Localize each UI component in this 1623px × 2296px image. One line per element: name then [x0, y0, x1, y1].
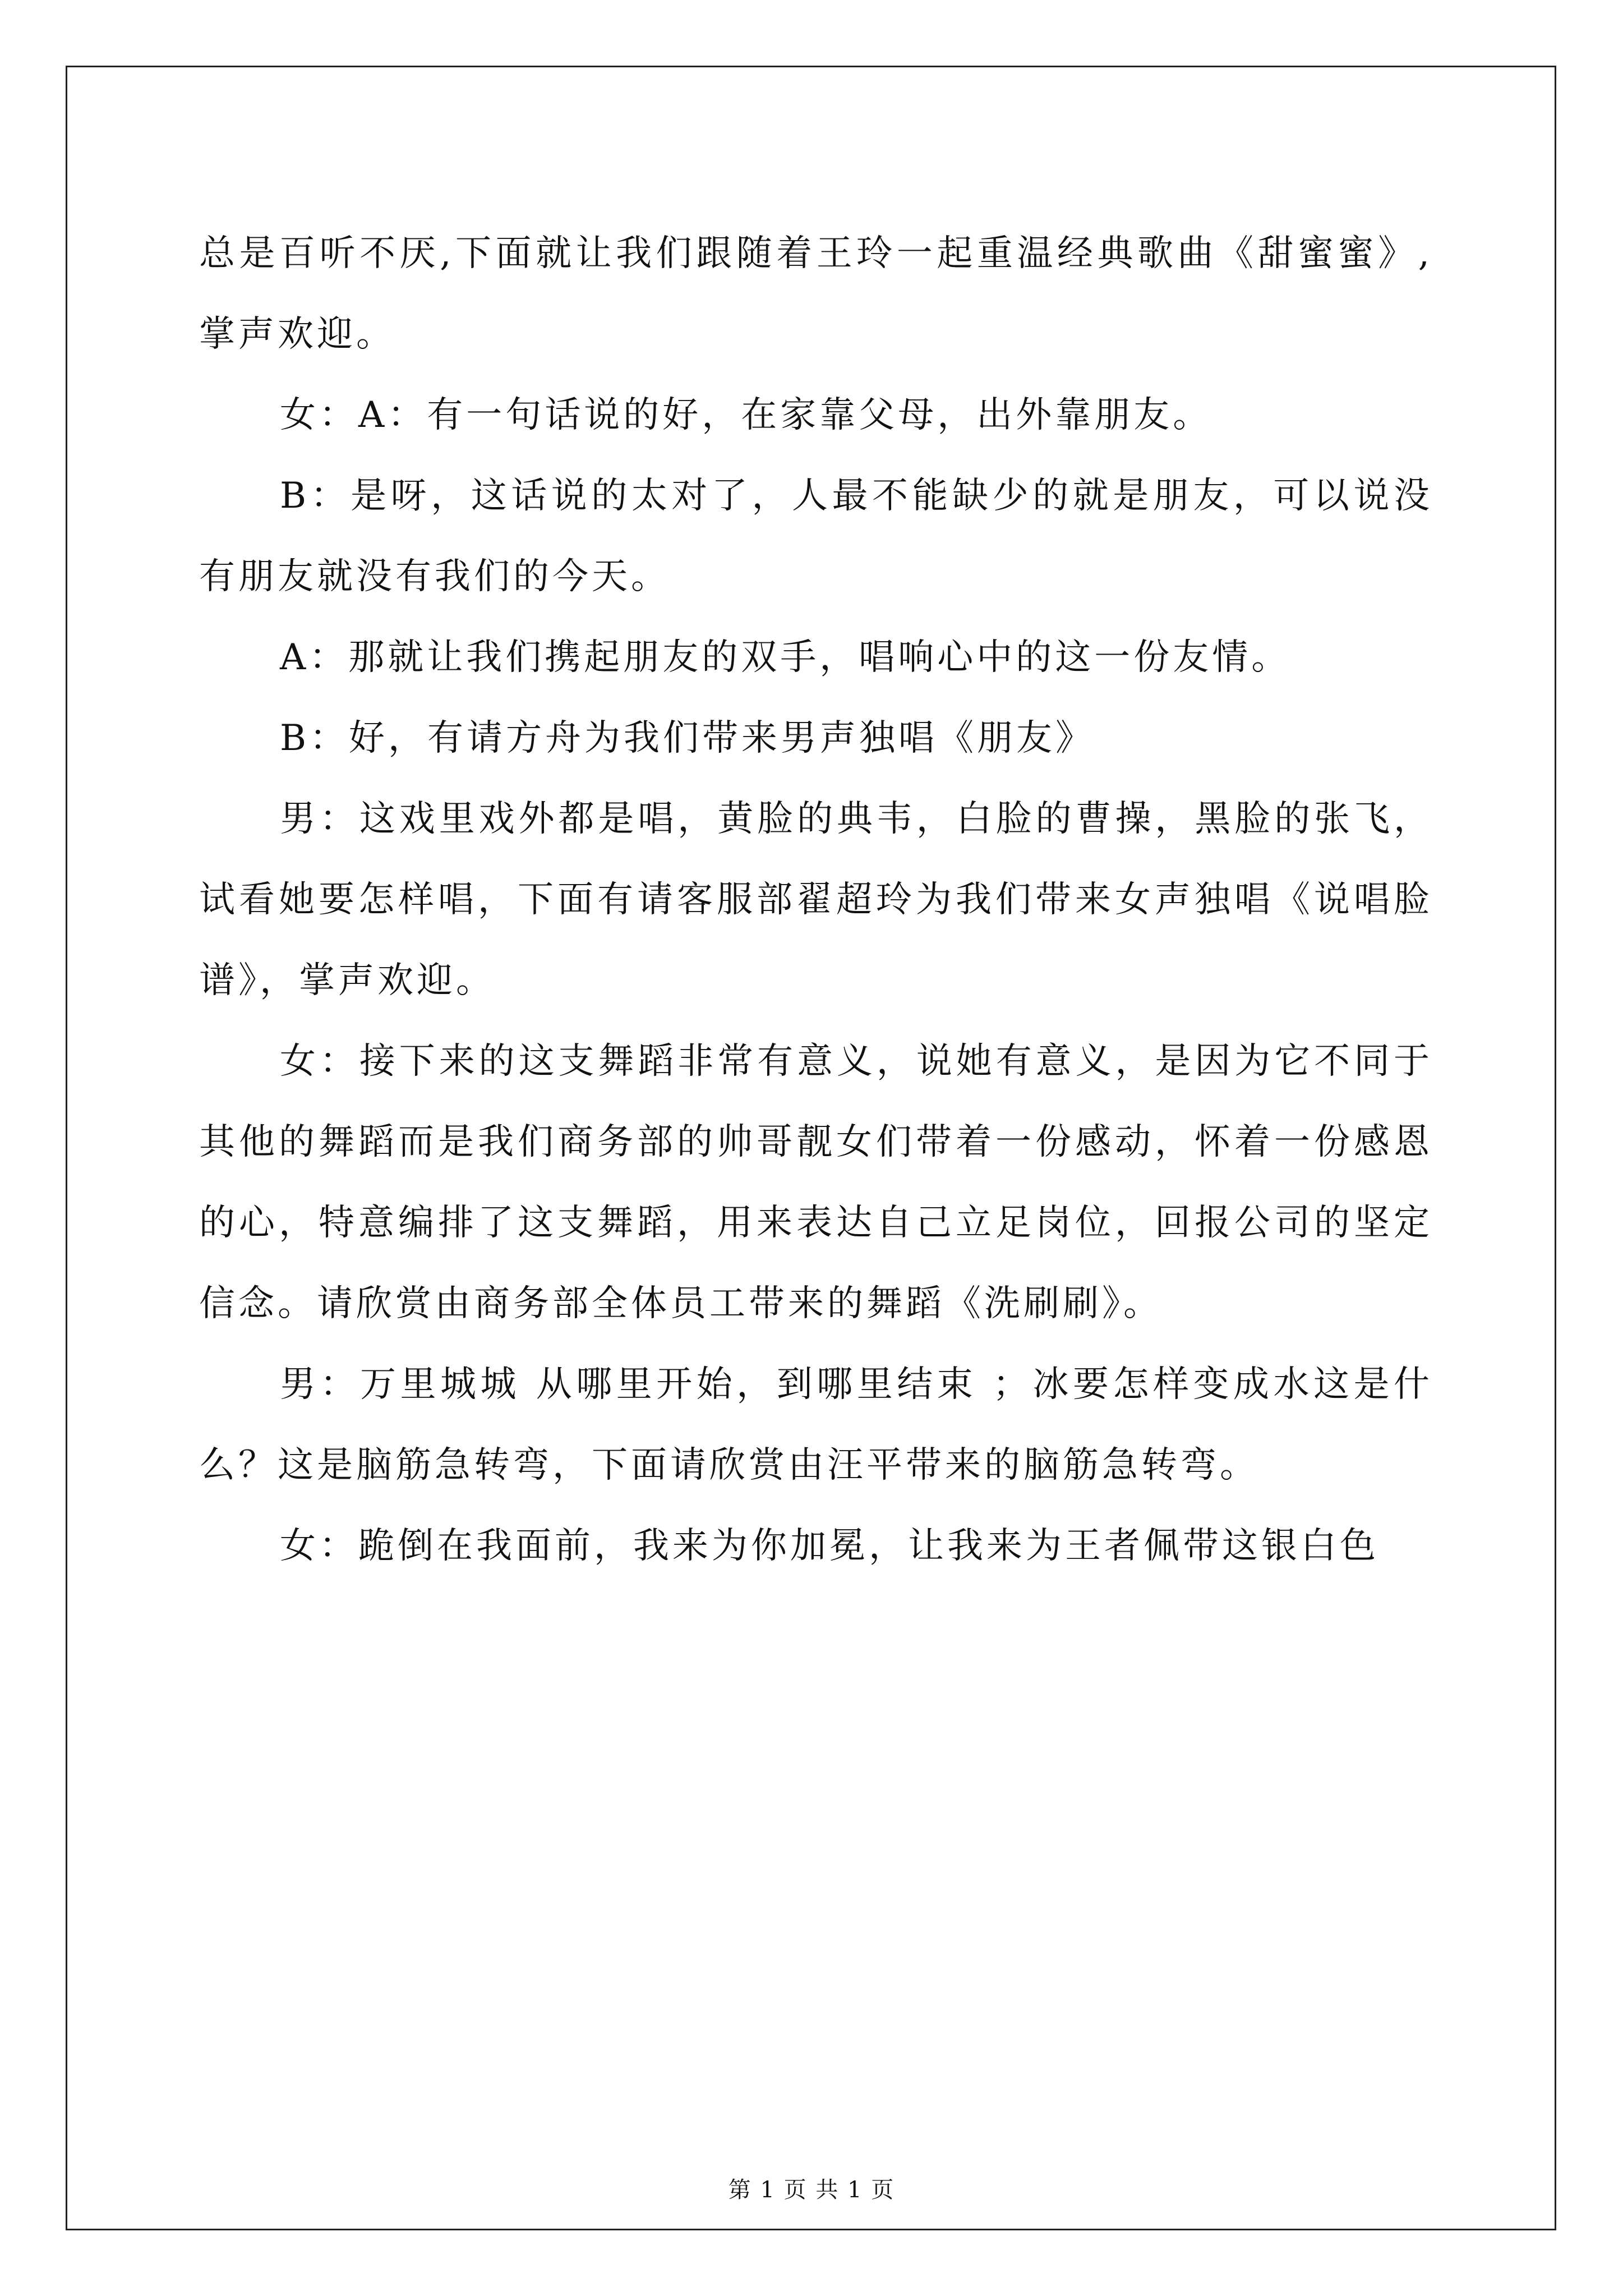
paragraph: 女：跪倒在我面前，我来为你加冕，让我来为王者佩带这银白色 — [280, 1525, 1379, 1567]
paragraph: B：好，有请方舟为我们带来男声独唱《朋友》 — [280, 717, 1095, 759]
paragraph: 男：万里城城 从哪里开始，到哪里结束 ；冰要怎样变成水这是什么？这是脑筋急转弯，下面请欣赏由汪平带来的脑筋急转弯。 — [199, 1364, 1433, 1486]
paragraph: 总是百听不厌,下面就让我们跟随着王玲一起重温经典歌曲《甜蜜蜜》,掌声欢迎。 — [199, 233, 1433, 355]
paragraph: 女：接下来的这支舞蹈非常有意义，说她有意义，是因为它不同于其他的舞蹈而是我们商务部的帅哥靓女们带着一份感动，怀着一份感恩的心，特意编排了这支舞蹈，用来表达自己立足岗位，回报公司的坚定信念。请欣赏由商务部全体员工带来的舞蹈《洗刷刷》。 — [199, 1041, 1433, 1324]
document-body — [199, 213, 1433, 1586]
paragraph: 女：A：有一句话说的好，在家靠父母，出外靠朋友。 — [280, 394, 1212, 436]
paragraph: B：是呀，这话说的太对了，人最不能缺少的就是朋友，可以说没有朋友就没有我们的今天。 — [199, 475, 1433, 597]
paragraph: 男：这戏里戏外都是唱，黄脸的典韦，白脸的曹操，黑脸的张飞，试看她要怎样唱，下面有请客服部翟超玲为我们带来女声独唱《说唱脸谱》，掌声欢迎。 — [199, 798, 1433, 1001]
paragraph: A：那就让我们携起朋友的双手，唱响心中的这一份友情。 — [280, 637, 1291, 678]
page-number-footer: 第 1 页 共 1 页 — [728, 2177, 895, 2203]
